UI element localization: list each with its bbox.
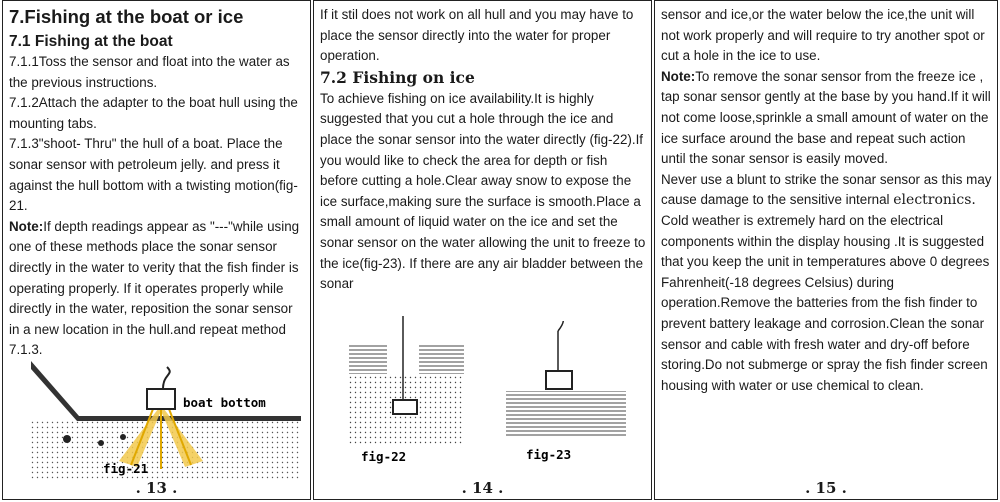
water-texture bbox=[31, 421, 301, 479]
page-14 bbox=[313, 0, 652, 500]
page-number-14: . 14 . bbox=[461, 479, 504, 497]
ice-block bbox=[506, 391, 626, 437]
fig-21-illustration bbox=[31, 361, 301, 479]
page-14-continued-text: If it stil does not work on all hull and you may have to place the sensor directly into the water for proper operation. bbox=[320, 7, 634, 64]
fig-22-illustration bbox=[349, 316, 464, 466]
step-7-1-2: 7.1.2Attach the adapter to the boat hull using the mounting tabs. bbox=[9, 95, 298, 131]
ice-fishing-instructions: To achieve fishing on ice availability.It is highly suggested that you cut a hole through the ice and place the sonar sensor into the water directly (fig-22).If you would like to check the area for depth or fish before cutting a hole.Clear away snow to expose the ice surface,making sure the surface is smooth.Place a small amount of liquid water on the ice and set the sonar sensor on the water allowing the unit to freeze to the ice(fig-23). If there are any air bladder between the sonar bbox=[320, 90, 646, 292]
page-number-13: . 13 . bbox=[135, 479, 178, 497]
note-text: If depth readings appear as "---"while using one of these methods place the sonar sensor directly in the water to verity that the fish finder is operating properly. If it operates properly while directly in the water, reposition the sonar sensor in a new location in the hull.and repeat method 7.1.3. bbox=[9, 218, 300, 358]
step-7-1-3: 7.1.3"shoot- Thru" the hull of a boat. Place the sonar sensor with petroleum jelly. and press it against the hull bottom with a twisting motion(fig-21. bbox=[9, 136, 298, 214]
page-15 bbox=[654, 0, 998, 500]
sonar-sensor bbox=[147, 389, 175, 409]
page-number-15: . 15 . bbox=[805, 479, 847, 497]
sonar-sensor bbox=[393, 400, 417, 414]
sonar-sensor bbox=[546, 371, 572, 389]
boat-bottom-label: boat bottom bbox=[183, 395, 266, 410]
section-title-ice: 7.2 Fishing on ice bbox=[320, 67, 475, 87]
warning-paragraph bbox=[661, 170, 993, 211]
step-7-1-1: 7.1.1Toss the sensor and float into the water as the previous instructions. bbox=[9, 54, 290, 90]
fig-22-caption: fig-22 bbox=[361, 449, 407, 464]
page-14-text bbox=[320, 5, 647, 295]
ice-layer-right bbox=[419, 344, 464, 374]
fig-21-caption: fig-21 bbox=[103, 461, 149, 476]
page-15-continued-text: sensor and ice,or the water below the ice,the unit will not work properly and will require to try another spot or cut a hole in the ice to use. bbox=[661, 7, 985, 64]
fig-23-caption: fig-23 bbox=[526, 447, 572, 462]
note-label: Note: bbox=[9, 218, 44, 234]
note-label: Note: bbox=[661, 68, 696, 84]
note-paragraph bbox=[9, 217, 306, 361]
fig-23-illustration bbox=[506, 321, 626, 466]
note-text: To remove the sonar sensor from the freeze ice , tap sonar sensor gently at the base by you hand.If it will not come loose,sprinkle a small amount of water on the ice surface around the base and repeat such action until the sonar sensor is easily moved. bbox=[661, 68, 991, 167]
sensor-cable bbox=[163, 367, 170, 389]
warning-text: Never use a blunt to strike the sonar sensor as this may cause damage to the sensitive internal bbox=[661, 171, 992, 208]
section-title-boat: 7.1 Fishing at the boat bbox=[9, 33, 173, 50]
chapter-title: 7.Fishing at the boat or ice bbox=[9, 6, 244, 27]
cold-weather-paragraph: Cold weather is extremely hard on the electrical components within the display housing .It is suggested that you keep the unit in temperatures above 0 degrees Fahrenheit(-18 degrees Celsius) during operation.Remove the batteries from the fish finder to prevent battery leakage and corrosion.Clean the sonar sensor and cable with fresh water and dry-off before storing.Do not submerge or spray the fish finder screen housing with water or use chemical to clean. bbox=[661, 212, 990, 393]
warning-text-end: electronics. bbox=[893, 192, 976, 209]
page-13-text bbox=[9, 5, 306, 361]
page-13 bbox=[2, 0, 311, 500]
ice-layer-left bbox=[349, 344, 387, 374]
note-paragraph bbox=[661, 67, 993, 170]
page-15-text bbox=[661, 5, 993, 396]
